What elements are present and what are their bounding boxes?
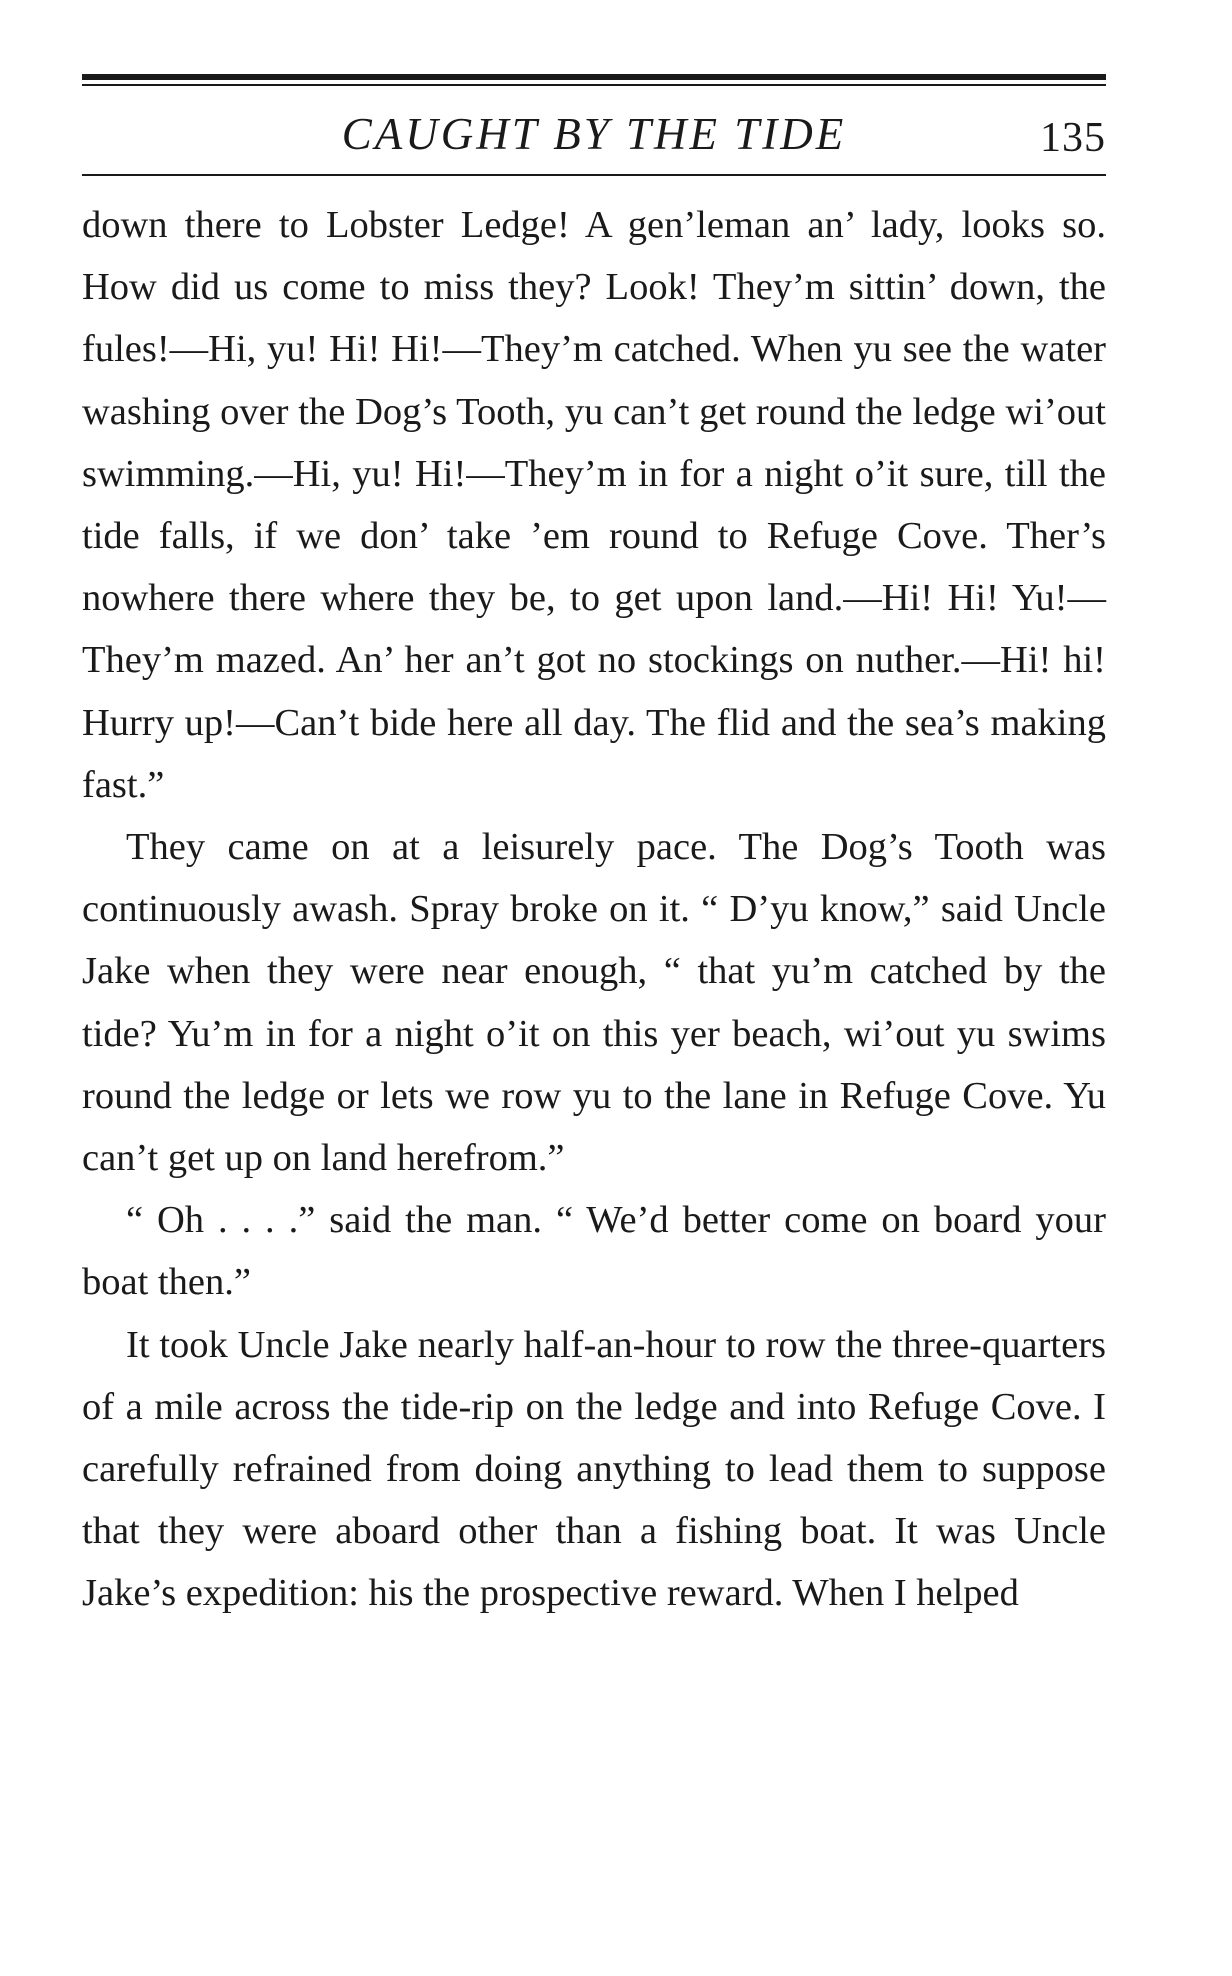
running-title: CAUGHT BY THE TIDE (341, 109, 847, 159)
paragraph: They came on at a leisurely pace. The Dog’s Tooth was continuously awash. Spray broke on it. “ D’yu know,” said Uncle Jake when they were near enough, “ that yu’m catched by the tide? Yu’m in for a night o’it on this yer beach, wi’out yu swims round the ledge or lets we row yu to the lane in Refuge Cove. Yu can’t get up on land herefrom.” (82, 826, 1106, 1180)
page-number: 135 (1040, 115, 1106, 161)
running-header (82, 104, 1106, 168)
header-rule-bottom (82, 174, 1106, 176)
paragraph: It took Uncle Jake nearly half-an-hour to row the three-quarters of a mile across the tide-rip on the ledge and into Refuge Cove. I carefully refrained from doing anything to lead them to suppose that they were aboard other than a fishing boat. It was Uncle Jake’s expedition: his the prospective reward. When I helped (82, 1323, 1106, 1615)
header-rule-thin (82, 84, 1106, 86)
header-rule-thick (82, 74, 1106, 80)
body-text (82, 194, 1106, 1625)
paragraph: “ Oh . . . .” said the man. “ We’d better come on board your boat then.” (82, 1199, 1106, 1304)
paragraph: down there to Lobster Ledge! A gen’leman an’ lady, looks so. How did us come to miss they? Look! They’m sittin’ down, the fules!—Hi, yu! Hi! Hi!—They’m catched. When yu see the water washing over the Dog’s Tooth, yu can’t get round the ledge wi’out swimming.—Hi, yu! Hi!—They’m in for a night o’it sure, till the tide falls, if we don’ take ’em round to Refuge Cove. Ther’s nowhere there where they be, to get upon land.—Hi! Hi! Yu!—They’m mazed. An’ her an’t got no stockings on nuther.—Hi! hi! Hurry up!—Can’t bide here all day. The flid and the sea’s making fast.” (82, 204, 1106, 806)
